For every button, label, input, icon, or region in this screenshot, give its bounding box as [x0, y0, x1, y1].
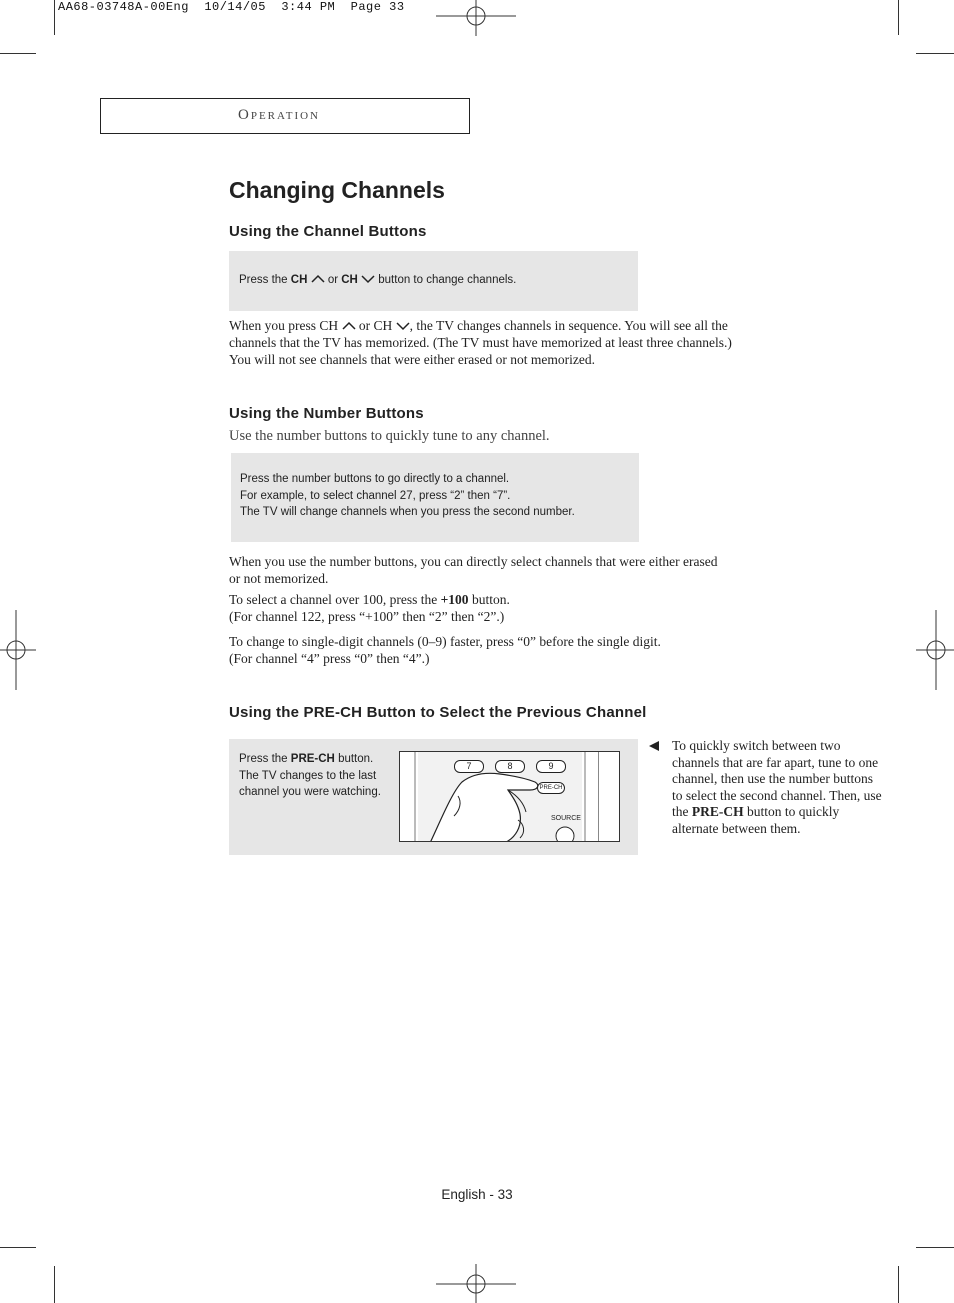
paragraph-line: or not memorized. — [229, 571, 329, 586]
side-note-prech — [672, 738, 882, 837]
heading-prech: Using the PRE-CH Button to Select the Previous Channel — [229, 704, 647, 721]
remote-key-7 — [454, 760, 484, 773]
prech-label: PRE-CH — [290, 753, 335, 765]
remote-key-8 — [495, 760, 525, 773]
text-fragment: , the TV changes channels in sequence. You will see all the — [409, 318, 728, 333]
ch-label: CH — [290, 274, 308, 286]
registration-mark-top — [436, 0, 516, 36]
text-fragment: When you press — [229, 318, 320, 333]
ch-label: CH — [319, 318, 339, 333]
arrow-left-icon — [649, 741, 659, 751]
instruction-line: The TV changes to the last — [239, 769, 377, 782]
intro-number-buttons: Use the number buttons to quickly tune to any channel. — [229, 428, 550, 444]
chevron-up-icon — [311, 274, 325, 284]
source-button-circle — [556, 827, 574, 842]
text-fragment: or — [327, 274, 342, 286]
remote-source-label: SOURCE — [551, 815, 581, 822]
paragraph-line — [229, 591, 510, 608]
remote-key-9 — [536, 760, 566, 773]
instruction-box-channel — [229, 251, 638, 311]
heading-number-buttons: Using the Number Buttons — [229, 405, 424, 422]
section-header-box — [100, 98, 470, 134]
plus100-label: +100 — [440, 592, 469, 607]
text-fragment: button. — [334, 753, 374, 765]
instruction-line: Press the number buttons to go directly to a channel. — [240, 473, 510, 485]
remote-key-prech — [537, 782, 565, 794]
section-label: Operation — [238, 107, 321, 123]
text-fragment: Press the — [239, 274, 291, 286]
paragraph-number-single-digit — [229, 633, 661, 667]
text-fragment: To select a channel over 100, press the — [229, 592, 441, 607]
text-fragment: button to change channels. — [378, 274, 517, 286]
crop-mark — [0, 1247, 36, 1248]
instruction-line: The TV will change channels when you press the second number. — [240, 506, 575, 518]
instruction-text-number — [240, 471, 575, 521]
heading-channel-buttons: Using the Channel Buttons — [229, 223, 427, 240]
prech-label: PRE-CH — [691, 804, 744, 819]
text-fragment: or — [355, 318, 374, 333]
paragraph-number-over-100 — [229, 591, 510, 625]
instruction-text-channel — [239, 272, 516, 289]
registration-mark-right — [916, 610, 954, 690]
key-label: 9 — [548, 761, 554, 771]
crop-mark — [0, 53, 36, 54]
paragraph-line: You will not see channels that were either erased or not memorized. — [229, 352, 596, 367]
remote-illustration — [399, 751, 620, 842]
crop-mark — [54, 0, 55, 35]
ch-label: CH — [373, 318, 393, 333]
key-label: 8 — [507, 761, 513, 771]
key-label: 7 — [466, 761, 472, 771]
registration-mark-bottom — [436, 1264, 516, 1303]
crop-mark — [916, 1247, 954, 1248]
page-title: Changing Channels — [229, 177, 445, 203]
ch-label: CH — [341, 274, 358, 286]
text-fragment: Press the — [239, 753, 291, 765]
paragraph-channel-sequence — [229, 317, 819, 368]
chevron-up-icon — [342, 321, 356, 331]
instruction-line: channel you were watching. — [239, 786, 381, 798]
paragraph-line: (For channel “4” press “0” then “4”.) — [229, 651, 430, 666]
crop-mark — [898, 1266, 899, 1303]
key-label: PRE-CH — [539, 785, 563, 791]
paragraph-line: To change to single-digit channels (0–9) faster, press “0” before the single digit. — [229, 634, 661, 649]
crop-mark — [916, 53, 954, 54]
text-fragment: button to quickly alternate between them. — [672, 804, 840, 836]
paragraph-line: When you use the number buttons, you can directly select channels that were either erased — [229, 554, 718, 569]
instruction-line: For example, to select channel 27, press “2” then “7”. — [240, 489, 511, 502]
instruction-text-prech — [239, 751, 381, 801]
page-footer: English - 33 — [441, 1187, 513, 1202]
paragraph-line — [229, 317, 819, 334]
registration-mark-left — [0, 610, 36, 690]
chevron-down-icon — [396, 321, 410, 331]
instruction-box-number — [231, 453, 639, 542]
text-fragment: button. — [468, 592, 510, 607]
chevron-down-icon — [361, 274, 375, 284]
crop-mark — [898, 0, 899, 35]
text-fragment: To quickly switch between two channels that are far apart, tune to one channel, then use the number buttons to select the second channel. Then, use the — [672, 738, 882, 819]
paragraph-line: (For channel 122, press “+100” then “2” then “2”.) — [229, 609, 505, 624]
crop-mark — [54, 1266, 55, 1303]
paragraph-line: channels that the TV has memorized. (The TV must have memorized at least three channels.) — [229, 335, 732, 350]
instruction-line — [239, 751, 381, 768]
print-slug: AA68-03748A-00Eng 10/14/05 3:44 PM Page 33 — [58, 0, 405, 14]
paragraph-number-direct — [229, 553, 717, 587]
